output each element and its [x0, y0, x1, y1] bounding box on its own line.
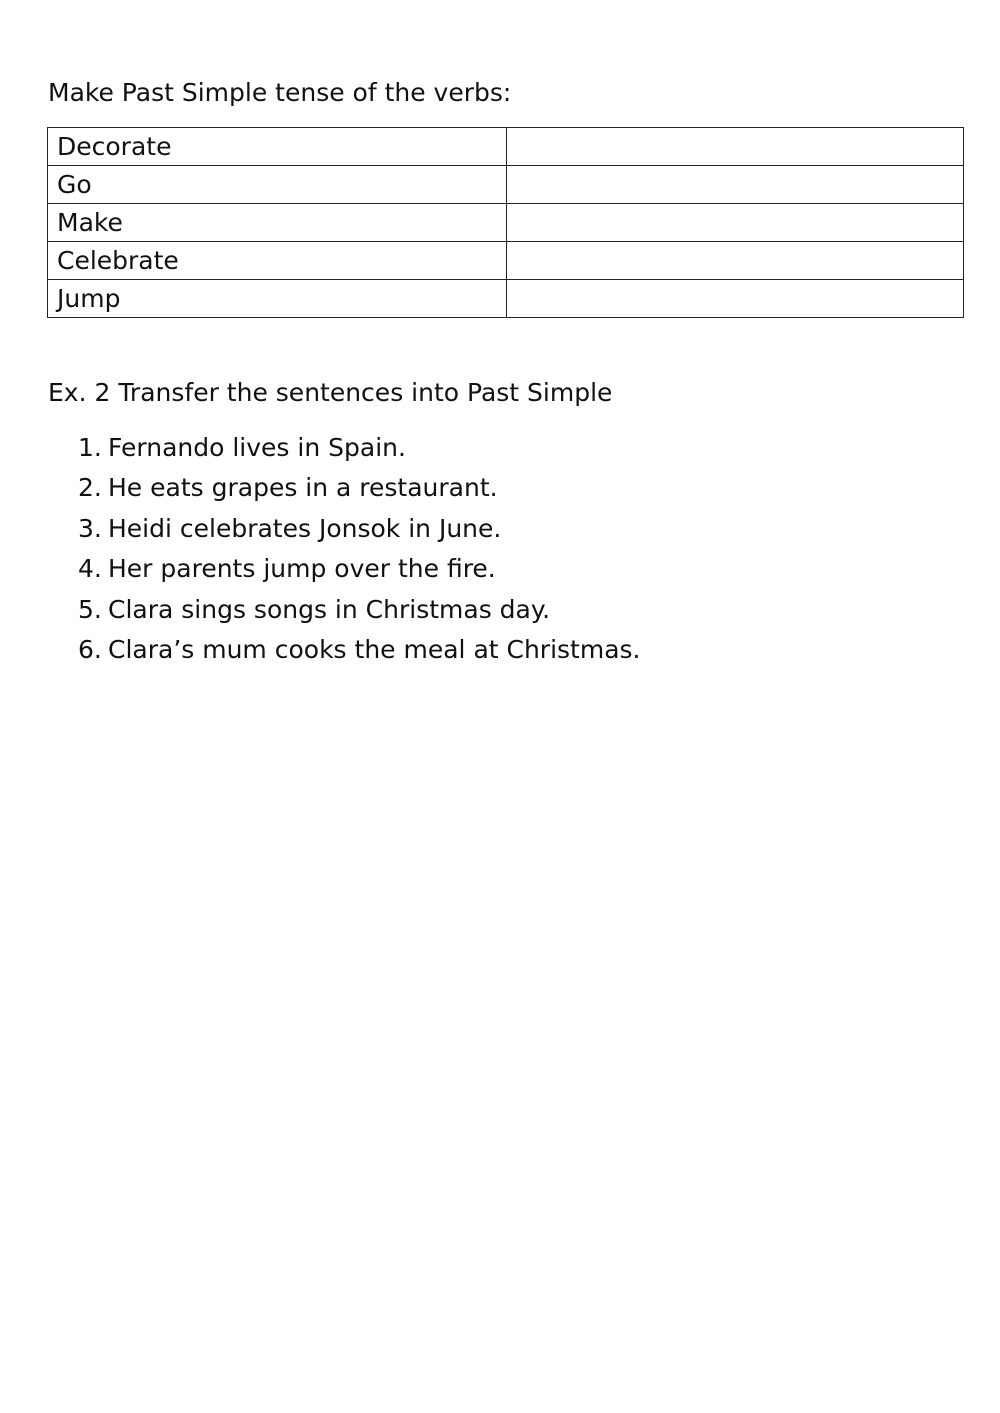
table-row [48, 128, 964, 166]
item-number: 6. [78, 634, 102, 664]
table-row [48, 166, 964, 204]
table-row [48, 242, 964, 280]
list-item [78, 630, 641, 670]
verbs-table [47, 127, 964, 318]
sentence-text: Clara’s mum cooks the meal at Christmas. [108, 634, 641, 664]
list-item [78, 590, 641, 630]
item-number: 2. [78, 473, 102, 503]
exercise1-instruction: Make Past Simple tense of the verbs: [48, 78, 512, 107]
item-number: 5. [78, 594, 102, 624]
answer-cell [506, 128, 963, 166]
list-item [78, 549, 641, 589]
sentence-list [78, 428, 641, 670]
sentence-text: Heidi celebrates Jonsok in June. [108, 513, 502, 543]
sentence-text: Her parents jump over the fire. [108, 554, 496, 584]
verb-cell: Jump [48, 280, 507, 318]
item-number: 1. [78, 433, 102, 462]
verb-cell: Decorate [48, 128, 507, 166]
exercise2-instruction: Ex. 2 Transfer the sentences into Past Simple [48, 378, 613, 407]
sentence-text: Clara sings songs in Christmas day. [108, 594, 551, 624]
answer-cell [506, 166, 963, 204]
list-item [78, 509, 641, 549]
answer-cell [506, 204, 963, 242]
item-number: 3. [78, 513, 102, 543]
list-item [78, 428, 641, 468]
answer-cell [506, 280, 963, 318]
table-row [48, 204, 964, 242]
answer-cell [506, 242, 963, 280]
sentence-text: Fernando lives in Spain. [108, 433, 406, 462]
sentence-text: He eats grapes in a restaurant. [108, 473, 498, 503]
verb-cell: Celebrate [48, 242, 507, 280]
list-item [78, 468, 641, 508]
item-number: 4. [78, 554, 102, 584]
verb-cell: Go [48, 166, 507, 204]
table-row [48, 280, 964, 318]
verb-cell: Make [48, 204, 507, 242]
